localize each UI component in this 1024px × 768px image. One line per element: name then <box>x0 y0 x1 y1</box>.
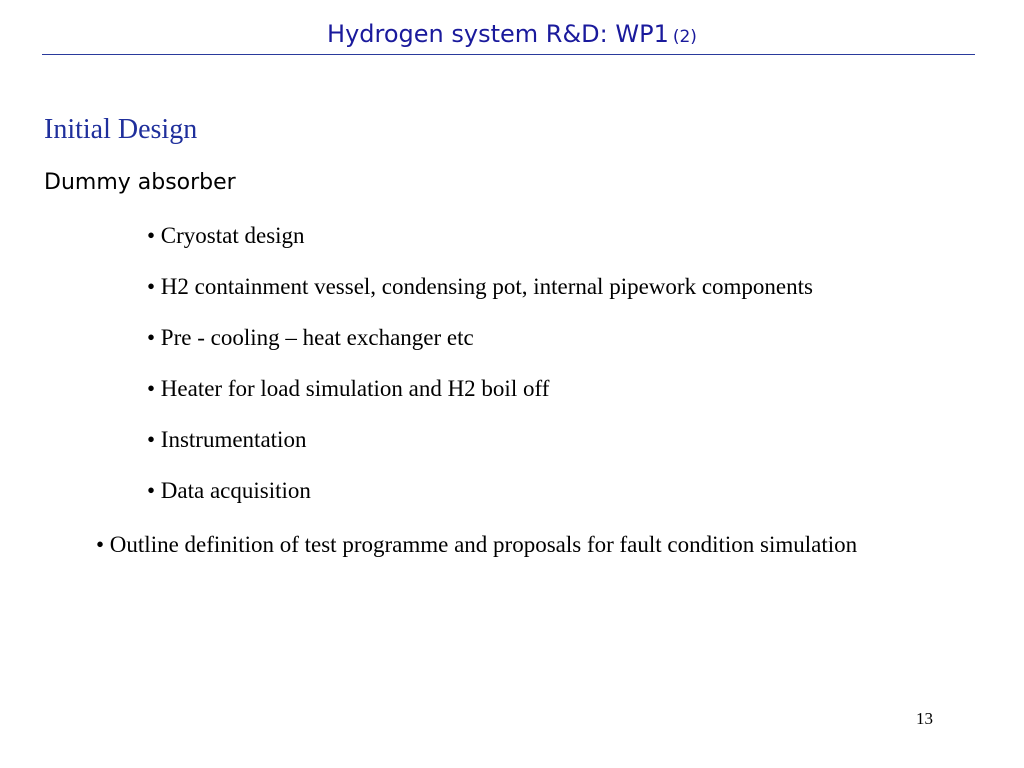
bullet-item: • H2 containment vessel, condensing pot, internal pipework components <box>147 274 813 299</box>
outline-bullet: • Outline definition of test programme and proposals for fault condition simulation <box>96 532 858 557</box>
bullet-item: • Instrumentation <box>147 427 307 452</box>
section-heading: Initial Design <box>44 114 198 145</box>
title-divider <box>42 54 975 55</box>
slide-title-text: Hydrogen system R&D: WP1 <box>327 20 669 48</box>
slide-title-suffix: (2) <box>672 27 697 47</box>
bullet-item: • Data acquisition <box>147 478 311 503</box>
page-number: 13 <box>916 709 933 728</box>
bullet-item: • Heater for load simulation and H2 boil off <box>147 376 550 401</box>
sub-heading: Dummy absorber <box>44 170 236 195</box>
slide-title <box>0 16 1024 55</box>
bullet-item: • Pre - cooling – heat exchanger etc <box>147 325 474 350</box>
bullet-item: • Cryostat design <box>147 223 305 248</box>
